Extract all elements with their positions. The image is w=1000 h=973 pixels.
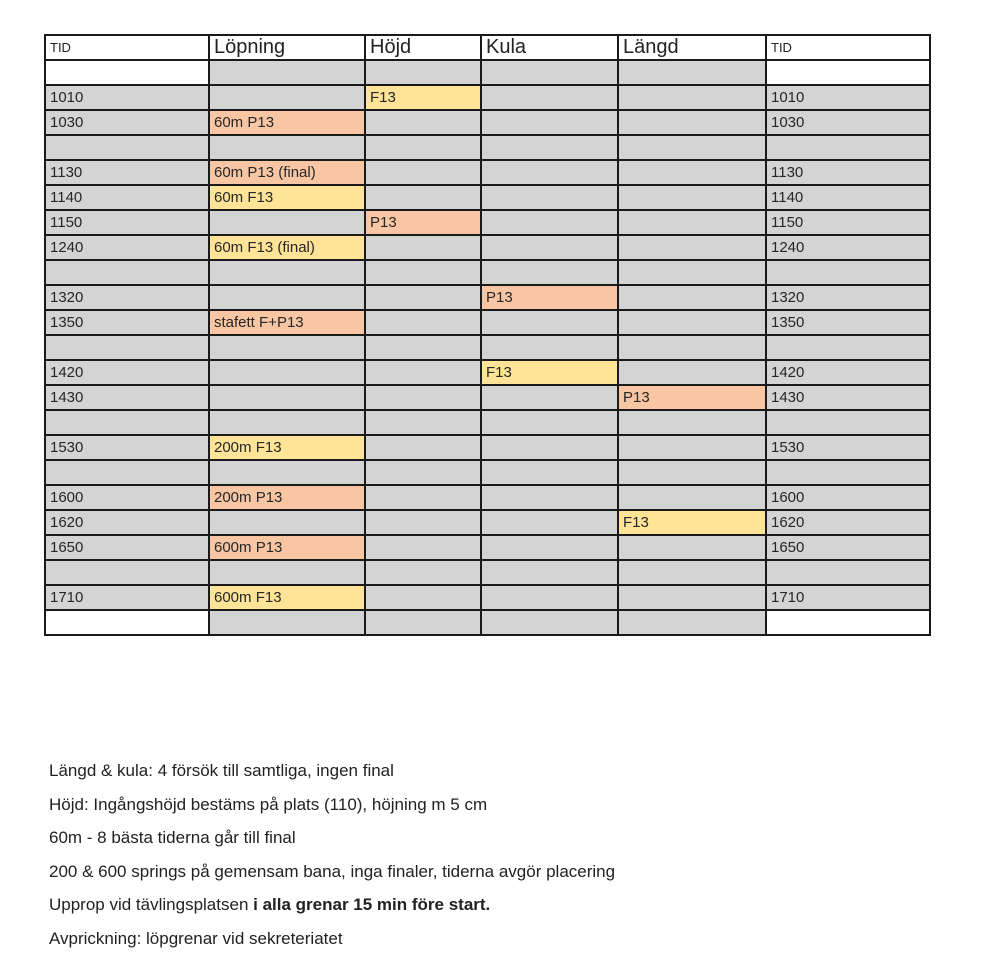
cell-lopning bbox=[209, 385, 365, 410]
cell-tid-right bbox=[766, 60, 930, 85]
cell-lopning bbox=[209, 135, 365, 160]
cell-hojd bbox=[365, 160, 481, 185]
cell-langd bbox=[618, 60, 766, 85]
cell-tid bbox=[45, 610, 209, 635]
table-row bbox=[45, 485, 930, 510]
header-langd: Längd bbox=[618, 35, 766, 60]
cell-hojd bbox=[365, 485, 481, 510]
table-row bbox=[45, 585, 930, 610]
cell-tid-right: 1600 bbox=[766, 485, 930, 510]
cell-lopning: 60m F13 bbox=[209, 185, 365, 210]
cell-kula bbox=[481, 485, 618, 510]
cell-hojd bbox=[365, 285, 481, 310]
table-row bbox=[45, 335, 930, 360]
cell-hojd bbox=[365, 185, 481, 210]
cell-tid-right: 1140 bbox=[766, 185, 930, 210]
cell-hojd bbox=[365, 410, 481, 435]
cell-kula bbox=[481, 135, 618, 160]
cell-kula bbox=[481, 460, 618, 485]
table-row bbox=[45, 210, 930, 235]
cell-langd bbox=[618, 310, 766, 335]
cell-hojd bbox=[365, 310, 481, 335]
cell-kula bbox=[481, 85, 618, 110]
note-avprickning: Avprickning: löpgrenar vid sekreteriatet bbox=[49, 928, 343, 948]
cell-lopning bbox=[209, 560, 365, 585]
cell-kula bbox=[481, 310, 618, 335]
cell-langd bbox=[618, 435, 766, 460]
cell-tid: 1240 bbox=[45, 235, 209, 260]
cell-tid bbox=[45, 410, 209, 435]
cell-hojd: F13 bbox=[365, 85, 481, 110]
cell-langd bbox=[618, 485, 766, 510]
cell-langd bbox=[618, 285, 766, 310]
table-row bbox=[45, 360, 930, 385]
cell-hojd: P13 bbox=[365, 210, 481, 235]
cell-kula bbox=[481, 260, 618, 285]
cell-tid-right: 1130 bbox=[766, 160, 930, 185]
cell-kula: F13 bbox=[481, 360, 618, 385]
table-row bbox=[45, 60, 930, 85]
cell-tid bbox=[45, 135, 209, 160]
cell-lopning bbox=[209, 610, 365, 635]
cell-kula bbox=[481, 560, 618, 585]
header-kula: Kula bbox=[481, 35, 618, 60]
note-60m: 60m - 8 bästa tiderna går till final bbox=[49, 828, 296, 848]
cell-tid: 1030 bbox=[45, 110, 209, 135]
cell-lopning: 60m P13 bbox=[209, 110, 365, 135]
table-row bbox=[45, 460, 930, 485]
note-hojd: Höjd: Ingångshöjd bestäms på plats (110), höjning m 5 cm bbox=[49, 794, 488, 814]
cell-tid-right: 1710 bbox=[766, 585, 930, 610]
cell-lopning bbox=[209, 360, 365, 385]
table-row bbox=[45, 310, 930, 335]
cell-langd bbox=[618, 110, 766, 135]
cell-langd: F13 bbox=[618, 510, 766, 535]
cell-tid: 1600 bbox=[45, 485, 209, 510]
cell-tid: 1150 bbox=[45, 210, 209, 235]
cell-tid: 1650 bbox=[45, 535, 209, 560]
cell-hojd bbox=[365, 535, 481, 560]
cell-tid: 1710 bbox=[45, 585, 209, 610]
note-upprop bbox=[49, 891, 615, 925]
cell-hojd bbox=[365, 385, 481, 410]
cell-tid bbox=[45, 260, 209, 285]
cell-tid: 1620 bbox=[45, 510, 209, 535]
cell-tid-right: 1420 bbox=[766, 360, 930, 385]
cell-lopning: stafett F+P13 bbox=[209, 310, 365, 335]
cell-langd bbox=[618, 360, 766, 385]
notes bbox=[49, 757, 615, 959]
cell-hojd bbox=[365, 235, 481, 260]
cell-langd bbox=[618, 185, 766, 210]
cell-kula bbox=[481, 60, 618, 85]
header-row bbox=[45, 35, 930, 60]
cell-hojd bbox=[365, 460, 481, 485]
cell-langd bbox=[618, 460, 766, 485]
cell-langd bbox=[618, 560, 766, 585]
cell-langd bbox=[618, 610, 766, 635]
cell-kula bbox=[481, 210, 618, 235]
cell-kula bbox=[481, 185, 618, 210]
table-row bbox=[45, 510, 930, 535]
table-row bbox=[45, 160, 930, 185]
cell-tid-right: 1620 bbox=[766, 510, 930, 535]
cell-kula bbox=[481, 385, 618, 410]
cell-lopning bbox=[209, 210, 365, 235]
cell-lopning: 200m P13 bbox=[209, 485, 365, 510]
cell-lopning bbox=[209, 460, 365, 485]
cell-lopning: 60m F13 (final) bbox=[209, 235, 365, 260]
cell-tid-right: 1320 bbox=[766, 285, 930, 310]
schedule-table bbox=[44, 34, 931, 636]
table-row bbox=[45, 260, 930, 285]
note-200-600: 200 & 600 springs på gemensam bana, inga finaler, tiderna avgör placering bbox=[49, 861, 616, 881]
cell-tid: 1320 bbox=[45, 285, 209, 310]
cell-hojd bbox=[365, 60, 481, 85]
header-lopning: Löpning bbox=[209, 35, 365, 60]
cell-tid: 1530 bbox=[45, 435, 209, 460]
cell-tid: 1420 bbox=[45, 360, 209, 385]
cell-tid: 1430 bbox=[45, 385, 209, 410]
cell-tid bbox=[45, 60, 209, 85]
cell-hojd bbox=[365, 585, 481, 610]
cell-tid bbox=[45, 560, 209, 585]
cell-lopning: 60m P13 (final) bbox=[209, 160, 365, 185]
cell-tid-right bbox=[766, 410, 930, 435]
cell-tid-right: 1530 bbox=[766, 435, 930, 460]
cell-langd bbox=[618, 160, 766, 185]
cell-tid-right: 1430 bbox=[766, 385, 930, 410]
table-row bbox=[45, 285, 930, 310]
cell-lopning bbox=[209, 60, 365, 85]
cell-kula bbox=[481, 535, 618, 560]
header-hojd: Höjd bbox=[365, 35, 481, 60]
cell-lopning: 600m F13 bbox=[209, 585, 365, 610]
table-row bbox=[45, 85, 930, 110]
cell-tid-right: 1240 bbox=[766, 235, 930, 260]
cell-lopning bbox=[209, 410, 365, 435]
cell-lopning: 200m F13 bbox=[209, 435, 365, 460]
cell-kula bbox=[481, 585, 618, 610]
cell-tid bbox=[45, 460, 209, 485]
table-row bbox=[45, 610, 930, 635]
cell-kula bbox=[481, 510, 618, 535]
cell-lopning bbox=[209, 85, 365, 110]
cell-langd bbox=[618, 410, 766, 435]
cell-hojd bbox=[365, 335, 481, 360]
cell-tid: 1140 bbox=[45, 185, 209, 210]
cell-langd bbox=[618, 135, 766, 160]
cell-tid-right: 1150 bbox=[766, 210, 930, 235]
cell-hojd bbox=[365, 110, 481, 135]
cell-hojd bbox=[365, 510, 481, 535]
cell-tid: 1350 bbox=[45, 310, 209, 335]
cell-kula bbox=[481, 435, 618, 460]
cell-langd bbox=[618, 585, 766, 610]
cell-lopning bbox=[209, 260, 365, 285]
table-row bbox=[45, 535, 930, 560]
cell-tid: 1010 bbox=[45, 85, 209, 110]
cell-lopning bbox=[209, 335, 365, 360]
cell-tid-right bbox=[766, 460, 930, 485]
cell-tid-right: 1030 bbox=[766, 110, 930, 135]
cell-langd bbox=[618, 535, 766, 560]
table-row bbox=[45, 435, 930, 460]
cell-langd bbox=[618, 260, 766, 285]
cell-kula bbox=[481, 335, 618, 360]
schedule-body bbox=[45, 60, 930, 635]
note-upprop-text: Upprop vid tävlingsplatsen bbox=[49, 895, 254, 915]
cell-tid-right bbox=[766, 610, 930, 635]
cell-kula bbox=[481, 610, 618, 635]
cell-hojd bbox=[365, 435, 481, 460]
note-upprop-bold: i alla grenar 15 min före start. bbox=[253, 895, 491, 915]
table-row bbox=[45, 185, 930, 210]
cell-kula bbox=[481, 235, 618, 260]
cell-kula bbox=[481, 110, 618, 135]
table-row bbox=[45, 560, 930, 585]
cell-tid-right bbox=[766, 335, 930, 360]
cell-langd bbox=[618, 335, 766, 360]
cell-hojd bbox=[365, 360, 481, 385]
cell-tid-right: 1350 bbox=[766, 310, 930, 335]
table-row bbox=[45, 385, 930, 410]
cell-kula bbox=[481, 160, 618, 185]
table-row bbox=[45, 135, 930, 160]
cell-tid: 1130 bbox=[45, 160, 209, 185]
cell-tid-right bbox=[766, 260, 930, 285]
table-row bbox=[45, 235, 930, 260]
cell-hojd bbox=[365, 135, 481, 160]
cell-tid-right bbox=[766, 135, 930, 160]
cell-kula bbox=[481, 410, 618, 435]
cell-tid-right bbox=[766, 560, 930, 585]
cell-tid bbox=[45, 335, 209, 360]
cell-langd: P13 bbox=[618, 385, 766, 410]
cell-hojd bbox=[365, 260, 481, 285]
cell-langd bbox=[618, 235, 766, 260]
cell-langd bbox=[618, 210, 766, 235]
cell-tid-right: 1650 bbox=[766, 535, 930, 560]
cell-lopning bbox=[209, 285, 365, 310]
note-langd-kula: Längd & kula: 4 försök till samtliga, ingen final bbox=[49, 761, 394, 780]
cell-lopning bbox=[209, 510, 365, 535]
table-row bbox=[45, 410, 930, 435]
cell-hojd bbox=[365, 610, 481, 635]
cell-kula: P13 bbox=[481, 285, 618, 310]
cell-langd bbox=[618, 85, 766, 110]
cell-hojd bbox=[365, 560, 481, 585]
header-tid: TID bbox=[45, 35, 209, 60]
cell-tid-right: 1010 bbox=[766, 85, 930, 110]
cell-lopning: 600m P13 bbox=[209, 535, 365, 560]
table-row bbox=[45, 110, 930, 135]
header-tid-right: TID bbox=[766, 35, 930, 60]
